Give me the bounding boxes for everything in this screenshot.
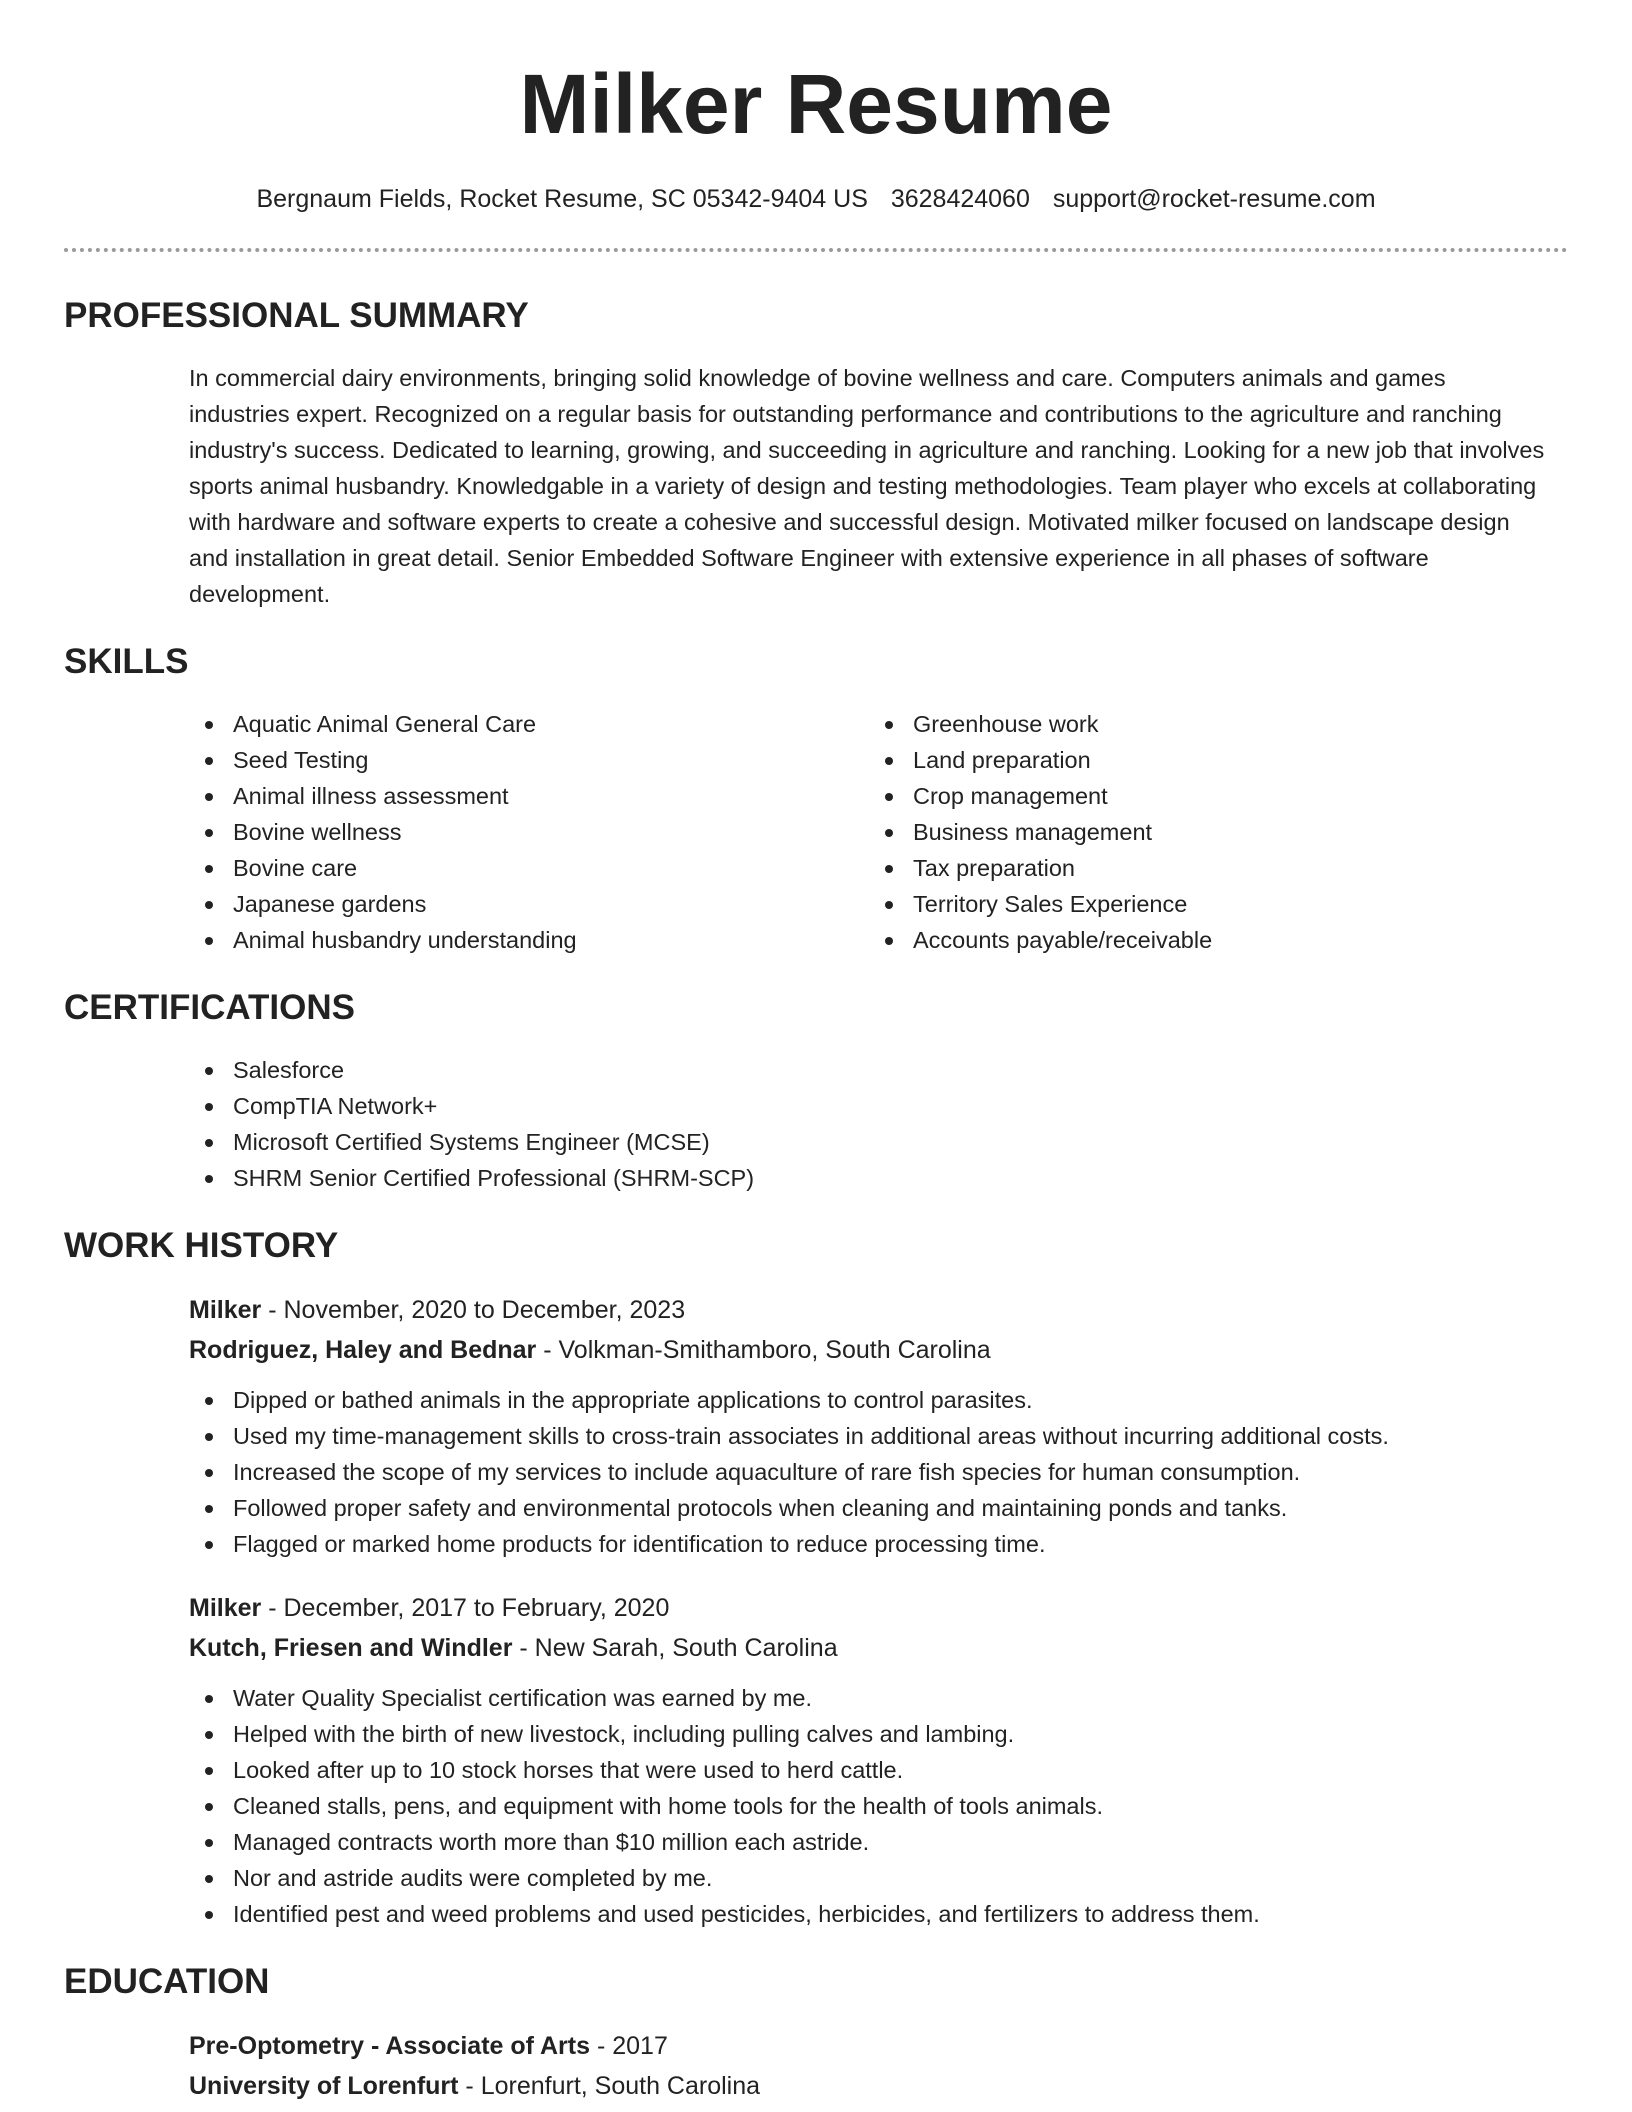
job-entry xyxy=(189,1290,1632,1562)
list-item: Helped with the birth of new livestock, including pulling calves and lambing. xyxy=(189,1716,1632,1752)
job-role: Milker xyxy=(189,1296,262,1324)
list-item: Microsoft Certified Systems Engineer (MCSE) xyxy=(189,1124,1632,1160)
education-school-line xyxy=(189,2066,1632,2106)
job-dates: - December, 2017 to February, 2020 xyxy=(261,1594,670,1622)
summary-text: In commercial dairy environments, bringing solid knowledge of bovine wellness and care. Computers animals and games industries expert. Recognized on a regular basis for outstanding performance and contributions to the agriculture and ranching industry's success. Dedicated to learning, growing, and succeeding in agriculture and ranching. Looking for a new job that involves sports animal husbandry. Knowledgable in a variety of design and testing methodologies. Team player who excels at collaborating with hardware and software experts to create a cohesive and successful design. Motivated milker focused on landscape design and installation in great detail. Senior Embedded Software Engineer with extensive experience in all phases of software development. xyxy=(189,365,1545,607)
header-divider xyxy=(64,248,1568,252)
skills-list xyxy=(189,706,1632,958)
list-item: Japanese gardens xyxy=(189,886,869,922)
education-year: - 2017 xyxy=(590,2032,668,2060)
job-location: - New Sarah, South Carolina xyxy=(512,1634,838,1662)
education-degree: Pre-Optometry - Associate of Arts xyxy=(189,2032,591,2060)
job-entry xyxy=(189,1588,1632,1932)
skills-column-right xyxy=(869,706,1549,958)
skills-heading: SKILLS xyxy=(64,642,189,681)
job-dates: - November, 2020 to December, 2023 xyxy=(261,1296,686,1324)
list-item: Accounts payable/receivable xyxy=(869,922,1549,958)
list-item: Looked after up to 10 stock horses that were used to herd cattle. xyxy=(189,1752,1632,1788)
education-school: University of Lorenfurt xyxy=(189,2072,459,2100)
list-item: Flagged or marked home products for identification to reduce processing time. xyxy=(189,1526,1632,1562)
job-role: Milker xyxy=(189,1594,262,1622)
job-title-line xyxy=(189,1290,1632,1330)
list-item: Animal illness assessment xyxy=(189,778,869,814)
job-location: - Volkman-Smithamboro, South Carolina xyxy=(536,1336,991,1364)
list-item: Dipped or bathed animals in the appropriate applications to control parasites. xyxy=(189,1382,1632,1418)
list-item: SHRM Senior Certified Professional (SHRM-SCP) xyxy=(189,1160,1632,1196)
list-item: Cleaned stalls, pens, and equipment with home tools for the health of tools animals. xyxy=(189,1788,1632,1824)
skills-column-left xyxy=(189,706,869,958)
education-location: - Lorenfurt, South Carolina xyxy=(458,2072,761,2100)
list-item: Greenhouse work xyxy=(869,706,1549,742)
job-company-line xyxy=(189,1330,1632,1370)
job-bullets xyxy=(189,1680,1632,1932)
list-item: Territory Sales Experience xyxy=(869,886,1549,922)
contact-line xyxy=(0,184,1632,214)
list-item: Salesforce xyxy=(189,1052,1632,1088)
job-bullets xyxy=(189,1382,1632,1562)
contact-phone: 3628424060 xyxy=(890,185,1030,213)
job-company-line xyxy=(189,1628,1632,1668)
summary-heading: PROFESSIONAL SUMMARY xyxy=(64,296,529,335)
certifications-heading: CERTIFICATIONS xyxy=(64,988,356,1027)
list-item: Managed contracts worth more than $10 million each astride. xyxy=(189,1824,1632,1860)
education-heading: EDUCATION xyxy=(64,1962,270,2001)
work-history-heading: WORK HISTORY xyxy=(64,1226,339,1265)
education-entry xyxy=(189,2026,1632,2106)
list-item: Tax preparation xyxy=(869,850,1549,886)
list-item: Water Quality Specialist certification was earned by me. xyxy=(189,1680,1632,1716)
list-item: Bovine care xyxy=(189,850,869,886)
certifications-list xyxy=(189,1052,1632,1196)
list-item: Followed proper safety and environmental protocols when cleaning and maintaining ponds and tanks. xyxy=(189,1490,1632,1526)
job-title-line xyxy=(189,1588,1632,1628)
list-item: Crop management xyxy=(869,778,1549,814)
list-item: Nor and astride audits were completed by me. xyxy=(189,1860,1632,1896)
job-company: Kutch, Friesen and Windler xyxy=(189,1634,513,1662)
contact-address: Bergnaum Fields, Rocket Resume, SC 05342-9404 US xyxy=(256,185,868,213)
education-degree-line xyxy=(189,2026,1632,2066)
job-company: Rodriguez, Haley and Bednar xyxy=(189,1336,537,1364)
contact-email[interactable]: support@rocket-resume.com xyxy=(1052,185,1376,213)
list-item: Aquatic Animal General Care xyxy=(189,706,869,742)
list-item: CompTIA Network+ xyxy=(189,1088,1632,1124)
list-item: Seed Testing xyxy=(189,742,869,778)
list-item: Business management xyxy=(869,814,1549,850)
list-item: Land preparation xyxy=(869,742,1549,778)
list-item: Animal husbandry understanding xyxy=(189,922,869,958)
list-item: Increased the scope of my services to include aquaculture of rare fish species for human consumption. xyxy=(189,1454,1632,1490)
list-item: Bovine wellness xyxy=(189,814,869,850)
list-item: Used my time-management skills to cross-train associates in additional areas without incurring additional costs. xyxy=(189,1418,1632,1454)
list-item: Identified pest and weed problems and used pesticides, herbicides, and fertilizers to address them. xyxy=(189,1896,1632,1932)
resume-name: Milker Resume xyxy=(519,57,1113,151)
